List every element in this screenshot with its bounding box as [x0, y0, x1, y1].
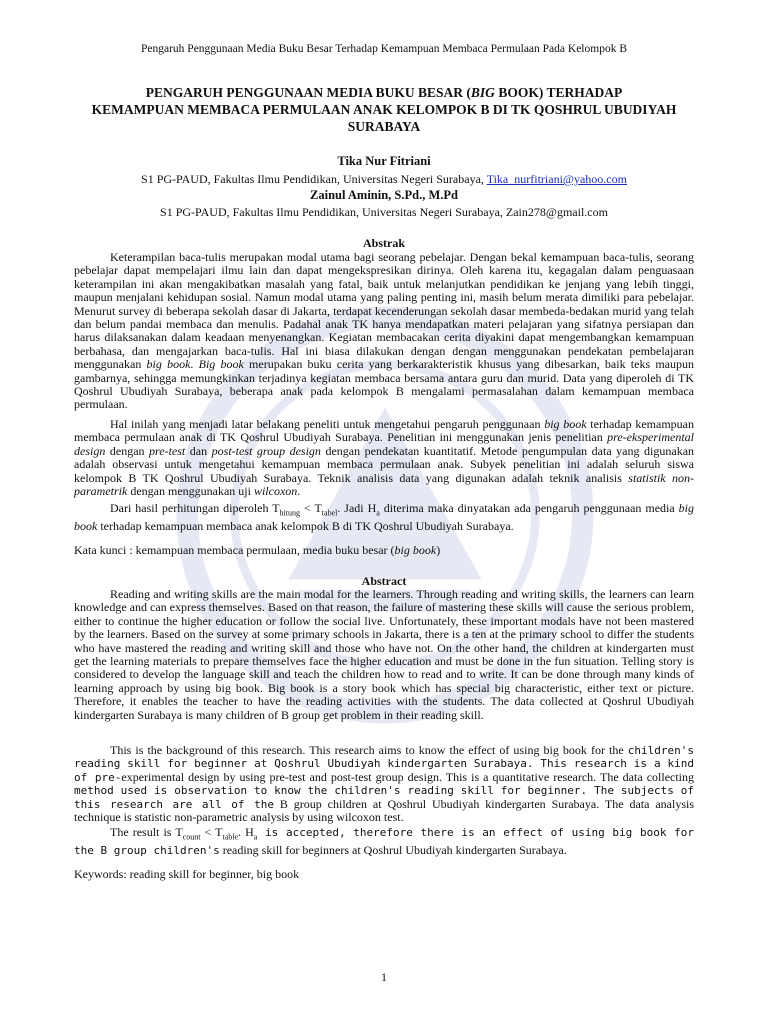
abstrak-paragraph-3: Dari hasil perhitungan diperoleh $T_{hitung} < T_{tabel}$. Jadi $H_a$ diterima maka dinyatakan ada pengaruh penggunaan media big book terhadap kemampuan membaca anak kelompok B di TK Qoshrul Ubudiyah Surabaya. [74, 501, 694, 533]
abstract-keywords: Keywords: reading skill for beginner, big book [74, 867, 300, 881]
author-1-email-link[interactable]: Tika_nurfitriani@yahoo.com [486, 172, 627, 186]
title-line-2: KEMAMPUAN MEMBACA PERMULAAN ANAK KELOMPOK B DI TK QOSHRUL UBUDIYAH [91, 102, 677, 117]
abstract-paragraph-1: Reading and writing skills are the main modal for the learners. Through reading and writing skills, the learners can learn knowledge and can express themselves. Based on that reason, the failure of mastering these skills will cause the serious problem, either to continue the higher education or follow the social live. Unfortunately, these important modals have not been mastered by the learners. Based on the survey at some primary schools in Jakarta, there is a ten at the primary school to differ the students who have mastered the reading and writing skill and those who have not. On the other hand, the children at kindergarten must get the learning materials to prepare themselves face the higher education and must be done in the fun situation. Telling story is considered to develop the language skill and teach the children how to read and to write. It can be done through many kinds of learning approach by using big book. Big book is a story book which has special big characteristic, either text or picture. Therefore, it enables the teacher to have the reading activities with the students. The data collected at Qoshrul Ubudiyah kindergarten Surabaya is many children of B group get problem in their reading skill. [74, 587, 694, 722]
author-1-affiliation: S1 PG-PAUD, Fakultas Ilmu Pendidikan, Universitas Negeri Surabaya, Tika_nurfitriani@yahoo.com [141, 172, 627, 186]
author-1-name: Tika Nur Fitriani [337, 154, 431, 168]
title-line-1: PENGARUH PENGGUNAAN MEDIA BUKU BESAR (BIG BOOK) TERHADAP [145, 85, 623, 100]
paper-title [60, 84, 708, 135]
page-number: 1 [381, 970, 387, 984]
running-header: Pengaruh Penggunaan Media Buku Besar Terhadap Kemampuan Membaca Permulaan Pada Kelompok B [140, 43, 627, 55]
abstrak-keywords: Kata kunci : kemampuan membaca permulaan, media buku besar (big book) [74, 543, 441, 557]
abstrak-paragraph-2: Hal inilah yang menjadi latar belakang peneliti untuk mengetahui pengaruh penggunaan big book terhadap kemampuan membaca permulaan anak di TK Qoshrul Ubudiyah Surabaya. Penelitian ini menggunakan jenis penelitian pre-eksperimental design dengan pre-test dan post-test group design dengan pendekatan kuantitatif. Metode pengumpulan data yang digunakan adalah observasi untuk mengetahui kemampuan membaca permulaan anak. Subyek penelitian ini adalah seluruh siswa kelompok B TK Qoshrul Ubudiyah Surabaya. Teknik analisis data yang digunakan adalah teknik analisis statistik non-parametrik dengan menggunakan uji wilcoxon. [74, 417, 695, 499]
abstract-paragraph-2: This is the background of this research. This research aims to know the effect of using big book for the children's reading skill for beginner at Qoshrul Ubudiyah kindergarten Surabaya. This research is a kind of pre-experimental design by using pre-test and post-test group design. This is a quantitative research. The data collecting method used is observation to know the children's reading skill for beginner. The subjects of this research are all of the B group children at Qoshrul Ubudiyah kindergarten Surabaya. The data analysis technique is statistic non-parametric analysis by using wilcoxon test. [74, 743, 695, 825]
abstrak-heading: Abstrak [362, 236, 405, 250]
abstrak-paragraph-1: Keterampilan baca-tulis merupakan modal utama bagi seorang pebelajar. Dengan bekal kemampuan baca-tulis, seorang pebelajar dapat mempelajari ilmu lain dan dapat mengekspresikan dirinya. Oleh karena itu, kegagalan dalam penguasaan keterampilan ini akan mengakibatkan masalah yang fatal, baik untuk melanjutkan pendidikan ke jenjang yang lebih tinggi, maupun menjalani kehidupan sosial. Namun modal utama yang paling penting ini, masih belum merata dimiliki para pebelajar. Menurut survey di beberapa sekolah dasar di Jakarta, terdapat kecenderungan sekolah dasar membeda-bedakan murid yang telah dan belum pandai membaca dan menulis. Padahal anak TK hanya mendapatkan materi pelajaran yang sifatnya persiapan dan harus dilaksanakan dalam keadaan menyenangkan. Kegiatan membacakan cerita diyakini dapat mengembangkan kemampuan berbahasa, dan mengajarkan baca-tulis. Hal ini biasa dilakukan dengan dengan menggunakan pendekatan pembelajaran menggunakan big book. Big book merupakan buku cerita yang berkarakteristik khusus yang dibesarkan, baik teks maupun gambarnya, sehingga memungkinkan terjadinya kegiatan membaca bersama antara guru dan murid. Data yang diperoleh di TK Qoshrul Ubudiyah Surabaya, beberapa anak pada kelompok B mengalami permasalahan dalam kemampuan membaca permulaan. [74, 250, 695, 412]
title-line-3: SURABAYA [347, 119, 421, 134]
abstract-paragraph-3: The result is $T_{count} < T_{table}$. $H_a$ is accepted, therefore there is an effect of using big book for the B group children's reading skill for beginners at Qoshrul Ubudiyah kindergarten Surabaya. [74, 825, 695, 857]
abstract-heading: Abstract [361, 574, 407, 588]
author-2-affiliation: S1 PG-PAUD, Fakultas Ilmu Pendidikan, Universitas Negeri Surabaya, Zain278@gmail.com [160, 205, 608, 219]
author-2-name: Zainul Aminin, S.Pd., M.Pd [310, 188, 458, 202]
